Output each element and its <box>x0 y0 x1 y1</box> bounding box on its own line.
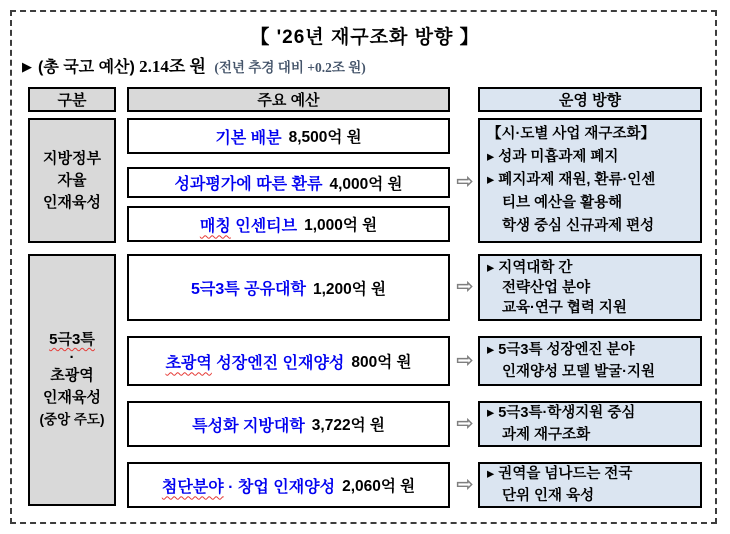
budget-amount: 2,060억 원 <box>342 478 416 495</box>
direction-box-restructure <box>478 118 702 243</box>
header-budget: 주요 예산 <box>127 87 450 112</box>
direction-line: ▸ 성과 미흡과제 폐지 <box>487 149 619 165</box>
category-local-gov <box>28 118 116 243</box>
budget-amount: 1,200억 원 <box>312 280 387 298</box>
flow-arrow-icon: ⇨ <box>456 275 474 298</box>
budget-amount: 3,722억 원 <box>311 417 385 434</box>
direction-line: ▸ 5극3특 성장엔진 분야 <box>487 342 635 358</box>
budget-name: 특성화 지방대학 <box>192 417 305 435</box>
budget-amount: 8,500억 원 <box>288 129 362 146</box>
budget-name: 5극3특 공유대학 <box>190 281 306 298</box>
category-line: 5극3특 <box>49 331 95 348</box>
header-category: 구분 <box>28 87 116 112</box>
category-line: 초광역 <box>50 367 94 384</box>
budget-name: 기본 배분 <box>215 129 282 147</box>
total-budget-note: (전년 추경 대비 +0.2조 원) <box>214 60 366 75</box>
direction-line: ▸ 폐지과제 재원, 환류·인센 <box>487 172 656 188</box>
direction-line: 교육·연구 협력 지원 <box>502 299 627 316</box>
flow-arrow-icon: ⇨ <box>456 473 474 496</box>
category-line: 인재육성 <box>43 389 101 406</box>
category-line: · <box>69 349 75 366</box>
direction-line: 인재양성 모델 발굴·지원 <box>502 364 655 380</box>
page-title: 【 '26년 재구조화 방향 】 <box>250 27 480 48</box>
direction-box-nationwide-talent <box>478 462 702 508</box>
total-budget-value: 2.14조 원 <box>134 57 206 76</box>
budget-box-shared-university <box>127 254 450 321</box>
budget-name: 성장엔진 인재양성 <box>211 354 345 372</box>
direction-line: 【시·도별 사업 재구조화】 <box>487 126 655 142</box>
budget-box-specialized-university <box>127 401 450 447</box>
direction-box-talent-model <box>478 336 702 386</box>
budget-box-matching-incentive <box>127 206 450 242</box>
total-budget-line <box>22 52 366 77</box>
budget-name: 인센티브 <box>230 217 298 235</box>
direction-box-task-restructure <box>478 401 702 447</box>
flow-arrow-icon: ⇨ <box>456 412 474 435</box>
budget-name-marked: 매칭 <box>199 217 231 235</box>
budget-name: 성과평가에 따른 환류 <box>174 176 323 193</box>
budget-amount: 800억 원 <box>351 354 412 371</box>
direction-line: ▸ 권역을 넘나드는 전국 <box>487 466 633 482</box>
budget-box-advanced-startup <box>127 462 450 508</box>
direction-line: 티브 예산을 활용해 <box>502 195 623 211</box>
category-line: 자율 <box>57 171 87 189</box>
direction-line: 과제 재구조화 <box>502 427 591 443</box>
budget-box-performance-feedback <box>127 167 450 198</box>
category-line: (중앙 주도) <box>39 412 105 427</box>
category-5pole-3special <box>28 254 116 506</box>
budget-name-marked: 초광역 <box>165 354 212 372</box>
flow-arrow-icon: ⇨ <box>456 349 474 372</box>
direction-line: ▸ 지역대학 간 <box>487 259 573 276</box>
triangle-bullet-icon: ▶ <box>22 59 32 74</box>
category-line: 인재육성 <box>43 193 101 211</box>
direction-line: 전략산업 분야 <box>502 279 591 296</box>
header-direction: 운영 방향 <box>478 87 702 112</box>
budget-amount: 1,000억 원 <box>304 217 378 234</box>
total-budget-label: (총 국고 예산) <box>38 59 135 76</box>
budget-name: · 창업 인재양성 <box>223 478 336 496</box>
flow-arrow-icon: ⇨ <box>456 170 474 193</box>
direction-box-regional-cooperation <box>478 254 702 321</box>
direction-line: 단위 인재 육성 <box>502 488 595 504</box>
budget-box-basic-allocation <box>127 118 450 154</box>
budget-amount: 4,000억 원 <box>329 175 403 193</box>
budget-name-marked: 첨단분야 <box>161 478 224 496</box>
direction-line: ▸ 5극3특·학생지원 중심 <box>487 405 636 421</box>
direction-line: 학생 중심 신규과제 편성 <box>502 218 655 234</box>
category-line: 지방정부 <box>43 149 101 167</box>
budget-box-growth-engine <box>127 336 450 386</box>
